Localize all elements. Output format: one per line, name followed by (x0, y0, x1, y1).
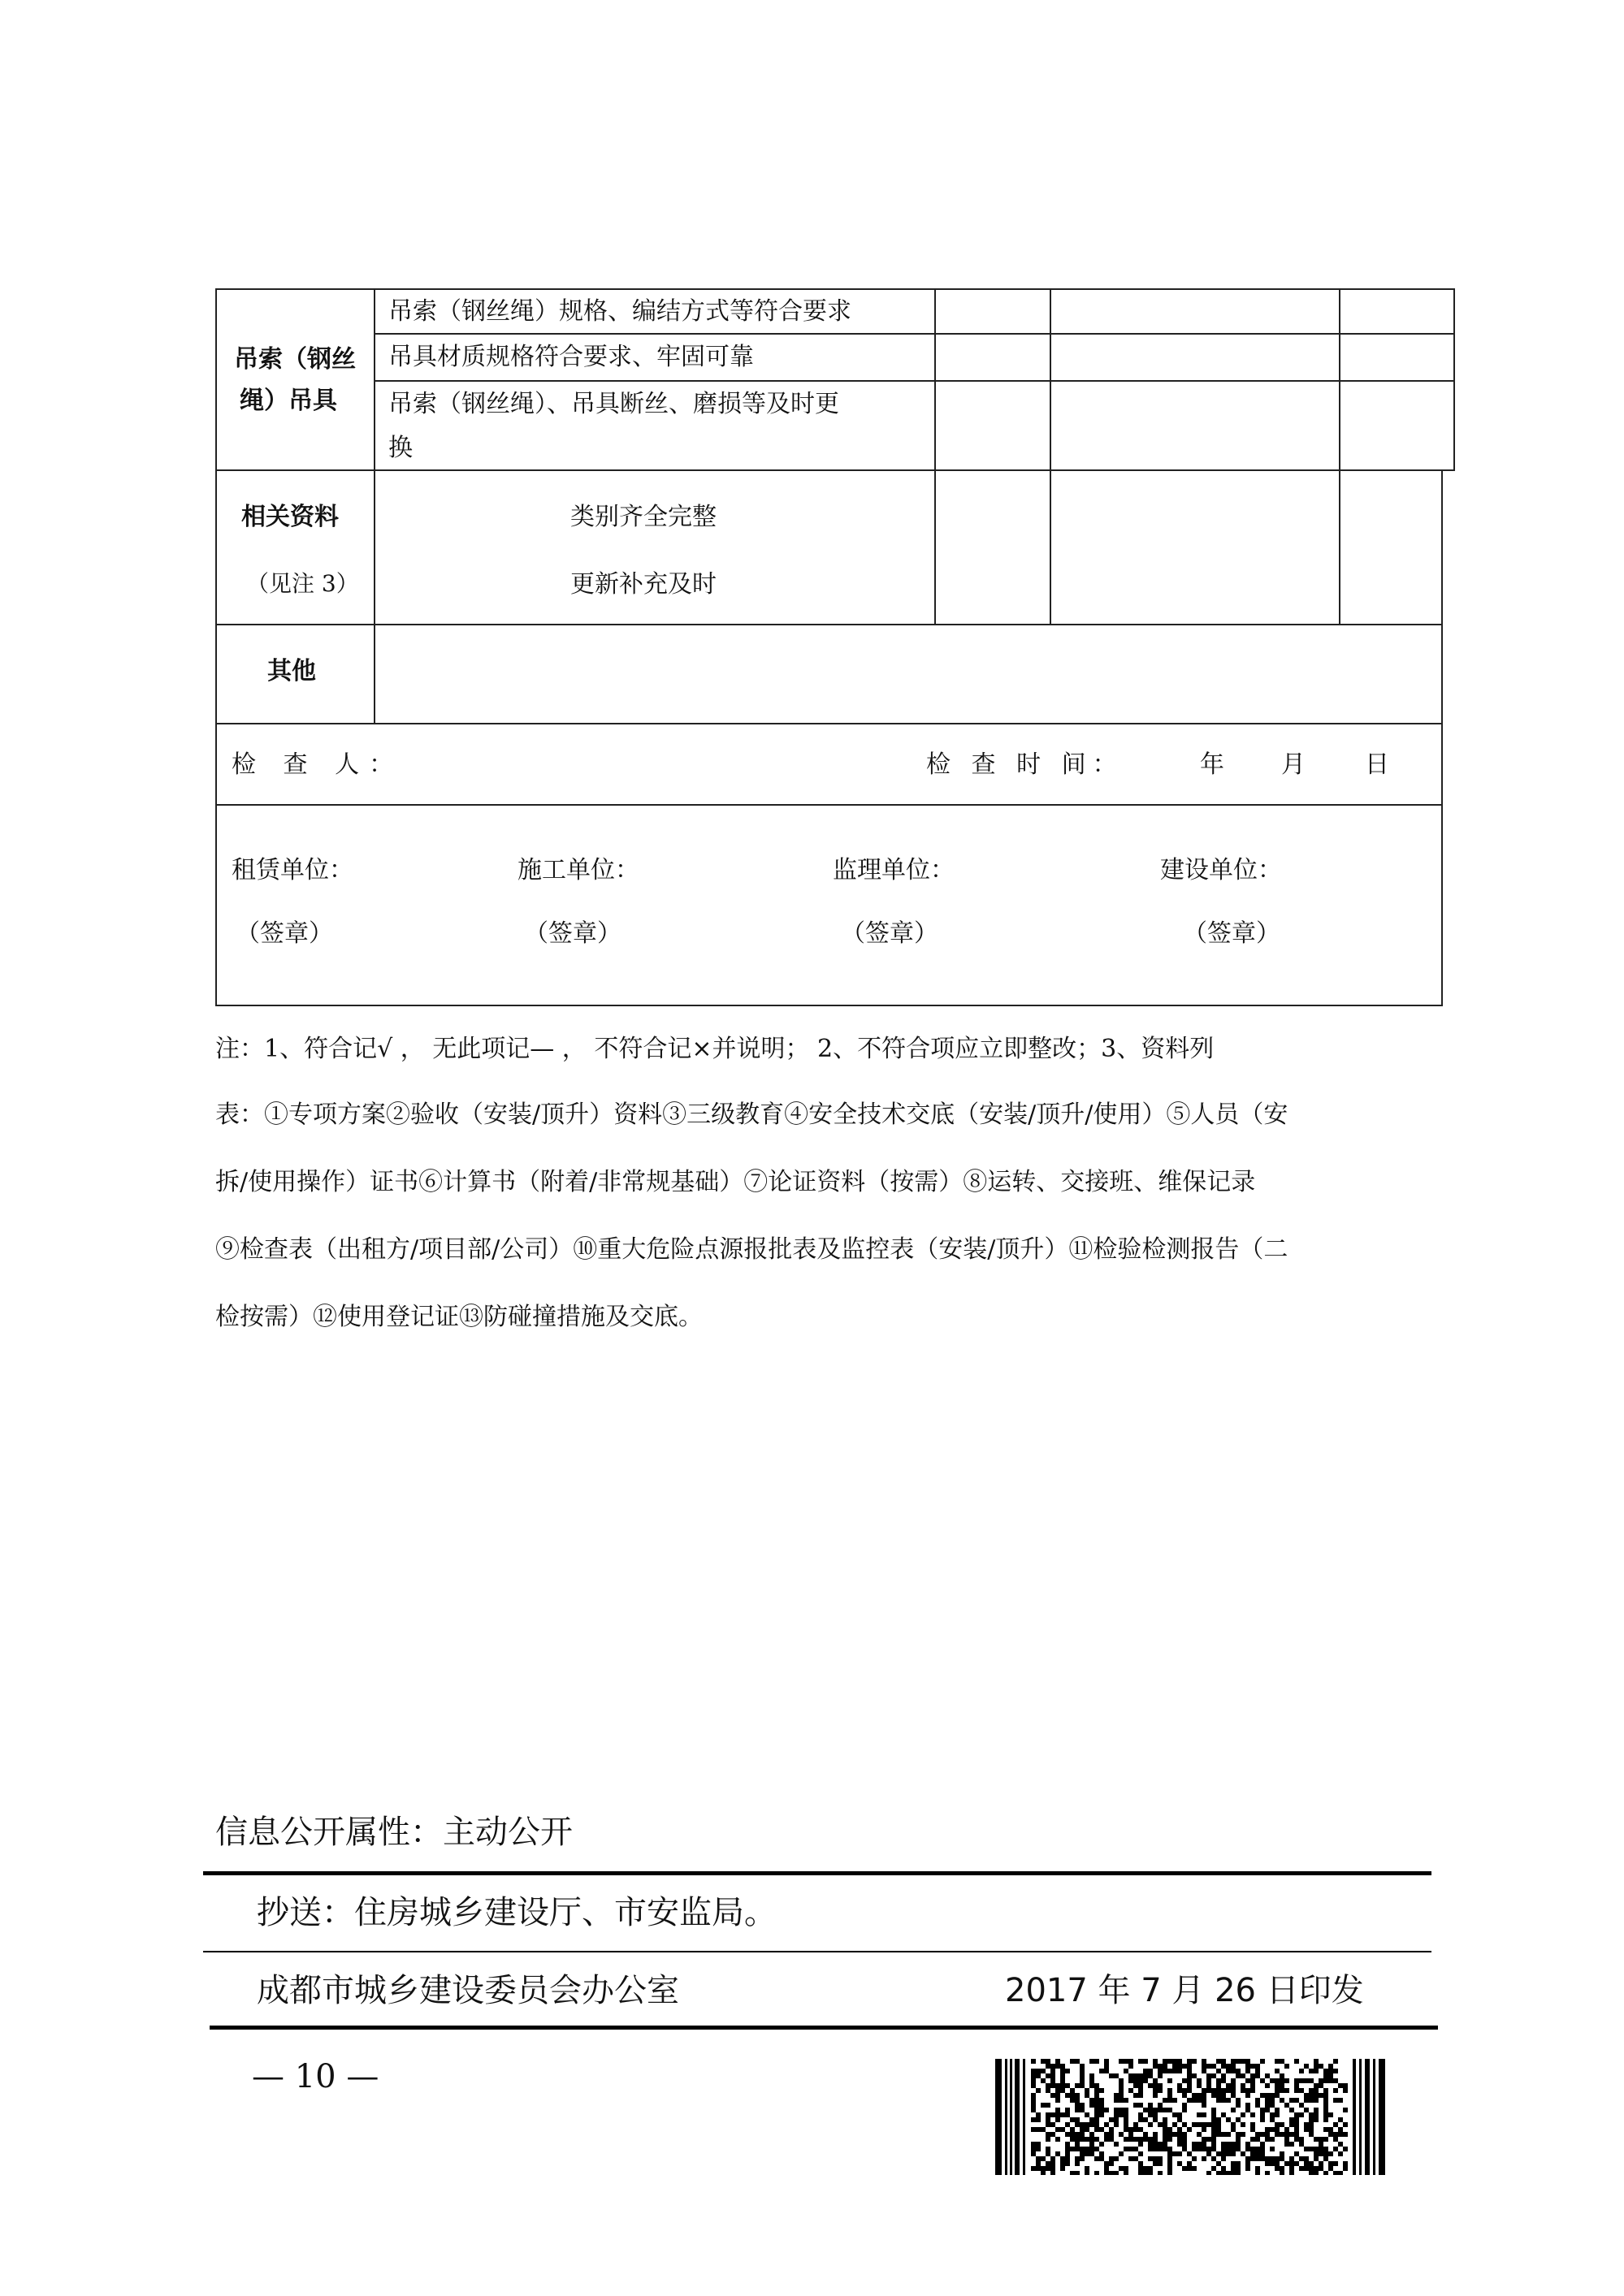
supervision-unit-label: 监理单位： (833, 856, 955, 884)
month-label: 月 (1281, 750, 1306, 779)
footer-rule-middle (203, 1951, 1431, 1952)
print-date: 2017 年 7 月 26 日印发 (1005, 1972, 1364, 2009)
footer-rule-bottom (210, 2026, 1438, 2030)
year-label: 年 (1200, 750, 1224, 779)
rigging-item-3-line1: 吊索（钢丝绳）、吊具断丝、磨损等及时更 (388, 390, 839, 418)
note-line-3: 拆/使用操作）证书⑥计算书（附着/非常规基础）⑦论证资料（按需）⑧运转、交接班、维保记录 (215, 1168, 1256, 1196)
footer-rule-top (203, 1871, 1431, 1875)
page-number: — 10 — (252, 2058, 379, 2095)
documents-sublabel: （见注 3） (246, 570, 359, 597)
note-line-5: 检按需）⑫使用登记证⑬防碰撞措施及交底。 (215, 1303, 703, 1331)
construction-unit-label: 施工单位： (518, 856, 639, 884)
issuer: 成都市城乡建设委员会办公室 (257, 1972, 679, 2009)
note-line-2: 表：①专项方案②验收（安装/顶升）资料③三级教育④安全技术交底（安装/顶升/使用）⑤人员（安 (215, 1100, 1288, 1129)
day-label: 日 (1365, 750, 1389, 779)
construction-seal: （签章） (524, 919, 621, 948)
documents-item-1: 类别齐全完整 (570, 503, 717, 531)
rigging-item-1: 吊索（钢丝绳）规格、编结方式等符合要求 (388, 297, 851, 326)
lessor-unit-label: 租赁单位： (232, 856, 353, 884)
rigging-item-2: 吊具材质规格符合要求、牢固可靠 (388, 343, 754, 371)
cc-line: 抄送：住房城乡建设厅、市安监局。 (257, 1894, 777, 1931)
barcode-icon (995, 2059, 1385, 2175)
owner-seal: （签章） (1183, 919, 1280, 948)
note-line-1: 注：1、符合记√ ， 无此项记— ， 不符合记×并说明； 2、不符合项应立即整改；3、资料列 (215, 1035, 1215, 1063)
rigging-label-line1: 吊索（钢丝 (234, 345, 356, 374)
inspection-time-label: 检 查 时 间： (926, 750, 1124, 779)
other-label: 其他 (267, 657, 316, 685)
owner-unit-label: 建设单位： (1160, 856, 1282, 884)
supervision-seal: （签章） (841, 919, 938, 948)
lessor-seal: （签章） (236, 919, 333, 948)
note-line-4: ⑨检查表（出租方/项目部/公司）⑩重大危险点源报批表及监控表（安装/顶升）⑪检验检测报告（二 (215, 1235, 1288, 1264)
rigging-item-3-line2: 换 (388, 434, 413, 462)
inspector-label: 检 查 人： (232, 750, 404, 779)
documents-label: 相关资料 (241, 503, 339, 531)
disclosure-attribute: 信息公开属性：主动公开 (215, 1814, 573, 1851)
rigging-label-line2: 绳）吊具 (240, 387, 337, 415)
documents-item-2: 更新补充及时 (570, 570, 717, 599)
